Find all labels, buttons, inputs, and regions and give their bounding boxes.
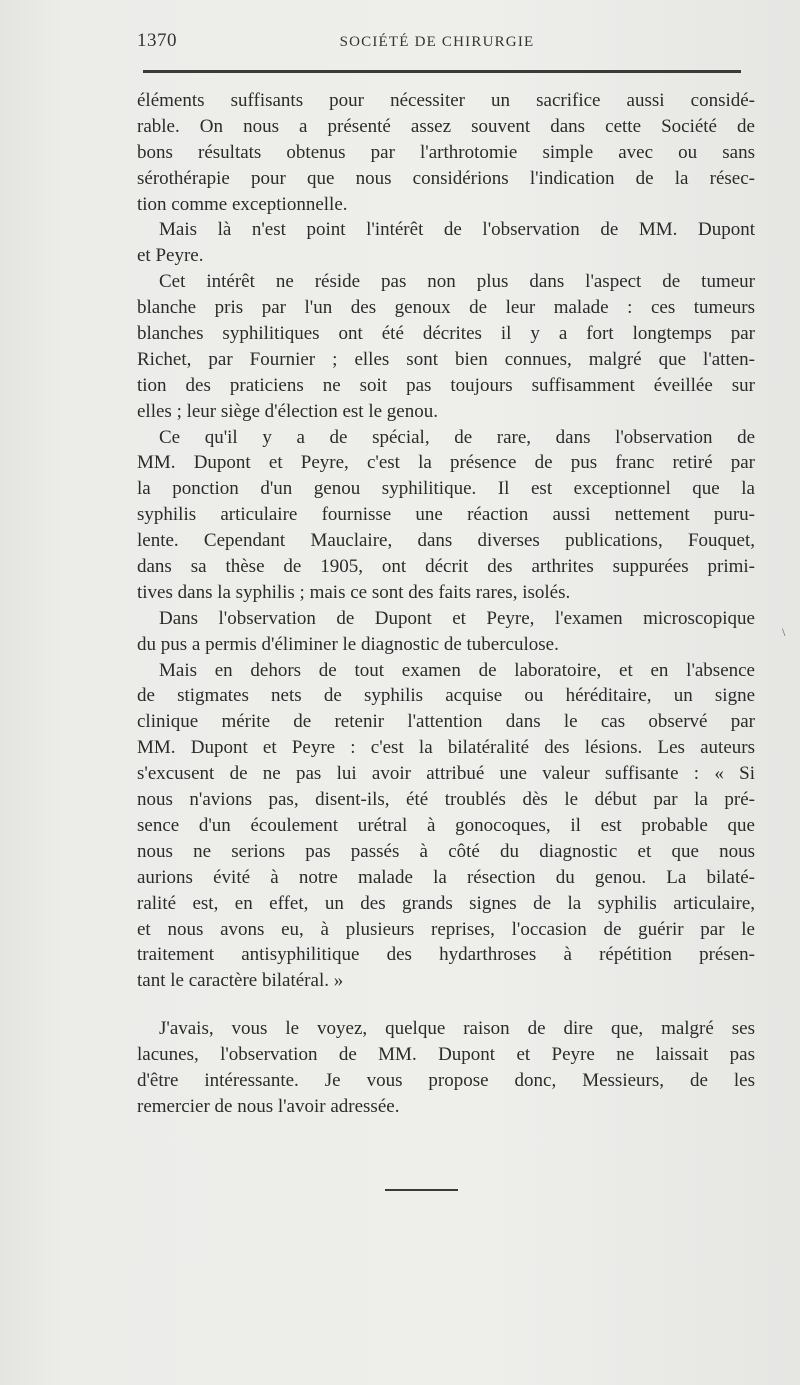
text-line: J'avais, vous le voyez, quelque raison de dire que, malgré ses — [159, 1018, 755, 1040]
page-number: 1370 — [137, 30, 177, 51]
text-line: Mais en dehors de tout examen de laboratoire, et en l'absence — [159, 659, 755, 681]
text-line: de stigmates nets de syphilis acquise ou héréditaire, un signe — [137, 685, 755, 707]
text-line: sérothérapie pour que nous considérions l'indication de la résec- — [137, 167, 755, 189]
text-line: éléments suffisants pour nécessiter un sacrifice aussi considé- — [137, 90, 755, 111]
text-line: blanches syphilitiques ont été décrites il y a fort longtemps par — [137, 323, 755, 345]
paragraph — [137, 606, 755, 658]
text-line: remercier de nous l'avoir adressée. — [137, 1095, 400, 1117]
paragraph — [137, 269, 755, 424]
text-line: Mais là n'est point l'intérêt de l'observation de MM. Dupont — [159, 219, 755, 241]
text-line: lacunes, l'observation de MM. Dupont et Peyre ne laissait pas — [137, 1044, 755, 1066]
text-line: tion des praticiens ne soit pas toujours suffisamment éveillée sur — [137, 374, 755, 396]
text-line: MM. Dupont et Peyre : c'est la bilatéralité des lésions. Les auteurs — [137, 737, 755, 759]
section-end-rule — [385, 1189, 458, 1191]
paragraph-gap — [137, 994, 755, 1016]
text-line: tion comme exceptionnelle. — [137, 193, 348, 215]
text-line: Dans l'observation de Dupont et Peyre, l'examen microscopique — [159, 607, 755, 629]
text-line: et Peyre. — [137, 245, 204, 267]
text-line: aurions évité à notre malade la résection du genou. La bilaté- — [137, 866, 755, 888]
text-line: nous n'avions pas, disent-ils, été troublés dès le début par la pré- — [137, 789, 755, 811]
running-title: SOCIÉTÉ DE CHIRURGIE — [339, 34, 535, 50]
paragraph — [137, 658, 755, 995]
text-line: Richet, par Fournier ; elles sont bien connues, malgré que l'atten- — [137, 348, 755, 370]
text-line: dans sa thèse de 1905, ont décrit des arthrites suppurées primi- — [137, 556, 755, 578]
text-line: syphilis articulaire fournisse une réaction aussi nettement puru- — [137, 504, 755, 526]
margin-mark: \ — [782, 625, 786, 639]
text-line: s'excusent de ne pas lui avoir attribué une valeur suffisante : « Si — [137, 763, 755, 785]
text-line: Cet intérêt ne réside pas non plus dans l'aspect de tumeur — [159, 271, 755, 293]
text-line: rable. On nous a présenté assez souvent dans cette Société de — [137, 115, 755, 137]
text-line: lente. Cependant Mauclaire, dans diverses publications, Fouquet, — [137, 530, 755, 552]
paragraph — [137, 1016, 755, 1120]
text-line: tives dans la syphilis ; mais ce sont des faits rares, isolés. — [137, 581, 571, 603]
text-line: Ce qu'il y a de spécial, de rare, dans l'observation de — [159, 426, 755, 448]
page-header — [137, 30, 737, 58]
text-line: nous ne serions pas passés à côté du diagnostic et que nous — [137, 840, 755, 862]
text-line: blanche pris par l'un des genoux de leur malade : ces tumeurs — [137, 297, 755, 319]
header-rule — [143, 70, 741, 73]
text-line: clinique mérite de retenir l'attention dans le cas observé par — [137, 711, 755, 733]
text-line: d'être intéressante. Je vous propose donc, Messieurs, de les — [137, 1069, 755, 1091]
text-line: MM. Dupont et Peyre, c'est la présence de pus franc retiré par — [137, 452, 755, 474]
body-text — [137, 88, 755, 1120]
text-line: sence d'un écoulement urétral à gonocoques, il est probable que — [137, 814, 755, 836]
text-line: du pus a permis d'éliminer le diagnostic de tuberculose. — [137, 633, 559, 655]
text-line: tant le caractère bilatéral. » — [137, 970, 344, 992]
paragraph — [137, 88, 755, 217]
paragraph — [137, 425, 755, 606]
text-line: ralité est, en effet, un des grands signes de la syphilis articulaire, — [137, 892, 755, 914]
text-line: bons résultats obtenus par l'arthrotomie simple avec ou sans — [137, 141, 755, 163]
text-line: la ponction d'un genou syphilitique. Il est exceptionnel que la — [137, 478, 755, 500]
text-line: traitement antisyphilitique des hydarthroses à répétition présen- — [137, 944, 755, 966]
paragraph — [137, 217, 755, 269]
text-line: elles ; leur siège d'élection est le genou. — [137, 400, 438, 422]
text-line: et nous avons eu, à plusieurs reprises, l'occasion de guérir par le — [137, 918, 755, 940]
